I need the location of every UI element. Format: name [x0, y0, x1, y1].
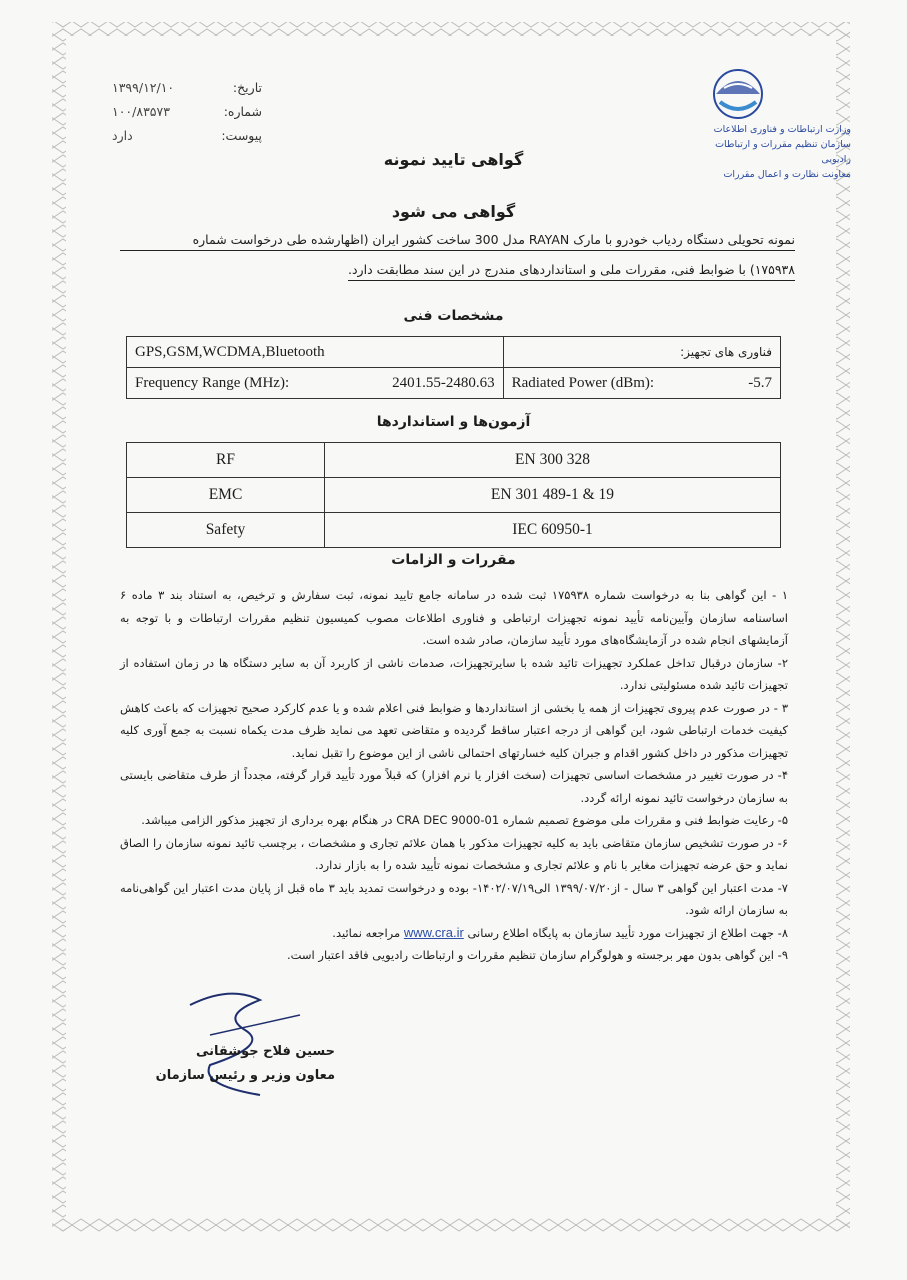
standard-type: RF: [127, 443, 325, 478]
power-value: -5.7: [720, 368, 781, 399]
rule-6: ۶- در صورت تشخیص سازمان متقاضی باید به کلیه تجهیزات مذکور با همان علائم تجاری و مشخصات ، برچسب تائید نمونه سازمان را الصاق نماید و حق عرضه تجهیزات مغایر با نام و علائم تجاری و مشخصات نمونه تأیید شده را به بازار ندارد.: [120, 835, 788, 872]
attachment-label: پیوست:: [221, 128, 262, 143]
rule-8-suffix: مراجعه نمائید.: [332, 925, 401, 940]
intro-line-1: نمونه تحویلی دستگاه ردیاب خودرو با مارک RAYAN مدل 300 ساخت کشور ایران (اظهارشده طی درخواست شماره: [120, 232, 795, 251]
rule-7: ۷- مدت اعتبار این گواهی ۳ سال - از۱۳۹۹/۰۷/۲۰ الی۱۴۰۲/۰۷/۱۹- بوده و درخواست تمدید باید ۳ ماه قبل از پایان مدت اعتبار این گواهی‌نامه به سازمان ارائه شود.: [120, 880, 788, 917]
power-label: Radiated Power (dBm):: [503, 368, 720, 399]
date-label: تاریخ:: [232, 80, 262, 95]
standard-name: IEC 60950-1: [325, 513, 781, 548]
table-row: [127, 478, 781, 513]
standard-type: Safety: [127, 513, 325, 548]
table-row: [127, 443, 781, 478]
standard-name: EN 301 489-1 & 19: [325, 478, 781, 513]
spec-row-freq-power: [127, 368, 781, 399]
cra-website-link[interactable]: www.cra.ir: [403, 924, 464, 940]
rule-2: ۲- سازمان درقبال تداخل عملکرد تجهیزات تائید شده با سایرتجهیزات، صدمات ناشی از کاربرد آن به سایر دستگاه ها در زمان استفاده از تجهیزات تائید شده مسئولیتی ندارد.: [120, 655, 788, 692]
freq-value: 2401.55-2480.63: [323, 368, 503, 399]
rules-section-title: مقررات و الزامات: [391, 552, 516, 568]
page-subtitle: گواهی می شود: [391, 202, 516, 221]
tech-value: GPS,GSM,WCDMA,Bluetooth: [127, 337, 504, 368]
signatory-position: معاون وزیر و رئیس سازمان: [155, 1068, 335, 1083]
rule-4: ۴- در صورت تغییر در مشخصات اساسی تجهیزات (سخت افزار یا نرم افزار) که قبلاً مورد تأیید قرار گرفته، مجدداً از طرف متقاضی بایستی به سازمان درخواست تائید نمونه ارائه گردد.: [120, 768, 788, 805]
rule-3: ۳ - در صورت عدم پیروی تجهیزات از همه یا بخشی از استانداردها و ضوابط فنی اعلام شده و یا عدم کارکرد صحیح تجهیزات که باعث کاهش کیفیت خدمات ارتباطی شود، این گواهی از درجه اعتبار ساقط گردیده و متقاضی تعهد می نماید ظرف مدت یکماه نسبت به جمع آوری کلیه تجهیزات مذکور در داخل کشور اقدام و جبران کلیه خسارتهای احتمالی ناشی از این موضوع را تقبل نماید.: [120, 700, 788, 760]
date-value: ۱۳۹۹/۱۲/۱۰: [112, 80, 175, 95]
standards-section-title: آزمون‌ها و استانداردها: [376, 414, 531, 430]
standard-name: EN 300 328: [325, 443, 781, 478]
rule-8-text: ۸- جهت اطلاع از تجهیزات مورد تأیید سازمان به پایگاه اطلاع رسانی: [467, 925, 788, 940]
rules-list: [120, 584, 788, 967]
spec-row-tech: [127, 337, 781, 368]
spec-section-title: مشخصات فنی: [403, 308, 504, 324]
number-value: ۱۰۰/۸۳۵۷۳: [112, 104, 170, 119]
freq-label: Frequency Range (MHz):: [127, 368, 324, 399]
standard-type: EMC: [127, 478, 325, 513]
rule-1: ۱ - این گواهی بنا به درخواست شماره ۱۷۵۹۳۸ ثبت شده در سامانه جامع تایید نمونه، ثبت سفارش و ترخیص، به استناد بند ۳ ماده ۶ اساسنامه سازمان وآیین‌نامه تأیید نمونه تجهیزات ارتباطی و فناوری اطلاعات مصوب کمیسیون تنظیم مقررات ارتباطات و با توجه به آزمایشهای انجام شده در آزمایشگاه‌های مورد تأیید سازمان، صادر شده است.: [120, 588, 788, 647]
page-title: گواهی تایید نمونه: [383, 150, 524, 169]
rule-5: ۵- رعایت ضوابط فنی و مقررات ملی موضوع تصمیم شماره CRA DEC 9000-01 در هنگام بهره برداری از تجهیز مذکور الزامی میباشد.: [141, 813, 788, 827]
spec-table: [126, 336, 781, 399]
signatory-block: [150, 1040, 335, 1088]
rule-9: ۹- این گواهی بدون مهر برجسته و هولوگرام سازمان تنظیم مقررات و ارتباطات رادیویی فاقد اعتبار است.: [286, 948, 788, 962]
attachment-value: دارد: [112, 128, 133, 143]
tech-label: فناوری های تجهیز:: [503, 337, 780, 368]
signatory-name: حسین فلاح جوشقانی: [196, 1044, 335, 1059]
logo-line-organization: سازمان تنظیم مقررات و ارتباطات رادیویی: [715, 139, 851, 165]
table-row: [127, 513, 781, 548]
logo-line-ministry: وزارت ارتباطات و فناوری اطلاعات: [713, 124, 851, 135]
number-label: شماره:: [223, 104, 262, 119]
standards-table: [126, 442, 781, 548]
header-meta: [112, 76, 262, 148]
intro-line-2: ۱۷۵۹۳۸) با ضوابط فنی، مقررات ملی و استانداردهای مندرج در این سند مطابقت دارد.: [348, 262, 795, 281]
rule-8: [120, 922, 788, 945]
logo-line-deputy: معاونت نظارت و اعمال مقررات: [723, 169, 851, 180]
